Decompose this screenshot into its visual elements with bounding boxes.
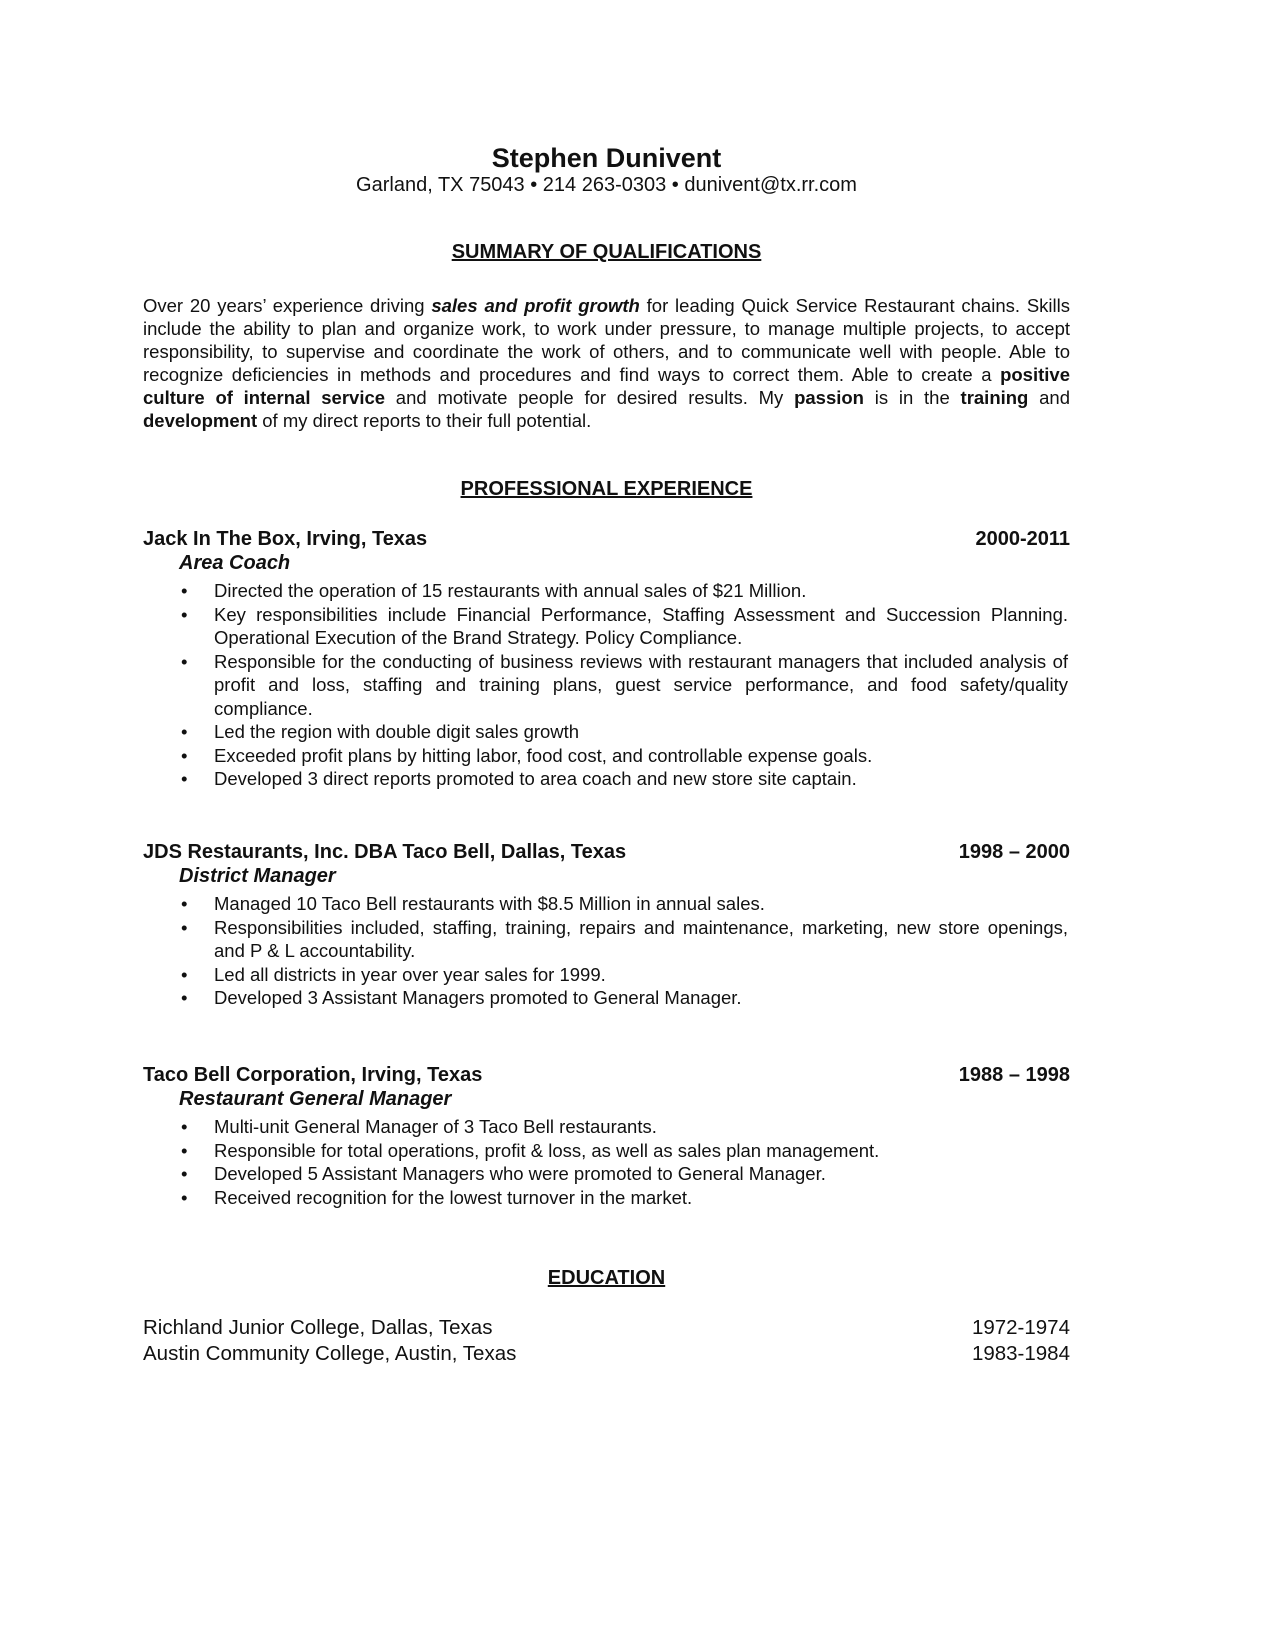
summary-text-segment: positive culture of internal service <box>143 364 1070 408</box>
job-dates: 1988 – 1998 <box>958 1064 1070 1086</box>
bullet-list <box>143 892 1070 1010</box>
education-heading: EDUCATION <box>547 1267 666 1289</box>
bullet-item: • Developed 5 Assistant Managers who were promoted to General Manager. <box>143 1162 1070 1186</box>
summary-paragraph <box>143 294 1070 432</box>
company: JDS Restaurants, Inc. DBA Taco Bell, Dallas, Texas <box>143 841 627 863</box>
education-dates: 1972-1974 <box>971 1316 1070 1339</box>
job-dates: 1998 – 2000 <box>958 841 1070 863</box>
bullet-item: • Responsible for total operations, profit & loss, as well as sales plan management. <box>143 1139 1070 1163</box>
job-title: Restaurant General Manager <box>179 1088 452 1110</box>
bullet-item: • Developed 3 Assistant Managers promoted to General Manager. <box>143 986 1070 1010</box>
bullet-item: • Responsibilities included, staffing, training, repairs and maintenance, marketing, new store openings, and P & L accountability. <box>143 916 1070 963</box>
summary-text-segment: and <box>1028 387 1071 408</box>
company: Taco Bell Corporation, Irving, Texas <box>143 1064 483 1086</box>
candidate-name: Stephen Dunivent <box>491 143 722 173</box>
contact-line: Garland, TX 75043 • 214 263-0303 • dunivent@tx.rr.com <box>356 174 857 196</box>
bullet-item: • Responsible for the conducting of business reviews with restaurant managers that included analysis of profit and loss, staffing and training plans, guest service performance, and food safety/quality compliance. <box>143 650 1070 721</box>
summary-text-segment: for leading Quick Service Restaurant chains. Skills include the ability to plan and organize work, to work under pressure, to manage multiple projects, to accept responsibility, to supervise and coordinate the work of others, and to communicate well with people. Able to recognize deficiencies in methods and procedures and find ways to correct them. Able to create a <box>143 295 1070 385</box>
bullet-list <box>143 1115 1070 1209</box>
job-entry <box>143 528 1070 791</box>
job-entry <box>143 1064 1070 1209</box>
job-title: Area Coach <box>179 552 291 574</box>
summary-text-segment: is in the <box>863 387 961 408</box>
bullet-item: • Managed 10 Taco Bell restaurants with $8.5 Million in annual sales. <box>143 892 1070 916</box>
job-dates: 2000-2011 <box>975 528 1070 550</box>
school: Richland Junior College, Dallas, Texas <box>143 1316 493 1339</box>
job-header <box>143 1064 1070 1087</box>
summary-text-segment: and motivate people for desired results. My <box>385 387 795 408</box>
summary-heading: SUMMARY OF QUALIFICATIONS <box>451 241 762 263</box>
job-title: District Manager <box>179 865 336 887</box>
job-header <box>143 528 1070 551</box>
summary-text-segment: Over 20 years’ experience driving <box>143 295 432 316</box>
education-row <box>143 1342 1070 1366</box>
bullet-item: • Led all districts in year over year sales for 1999. <box>143 963 1070 987</box>
education-dates: 1983-1984 <box>971 1342 1070 1365</box>
company: Jack In The Box, Irving, Texas <box>143 528 428 550</box>
summary-text-segment: sales and profit growth <box>431 295 640 316</box>
bullet-item: • Led the region with double digit sales growth <box>143 720 1070 744</box>
summary-text-segment: passion <box>794 387 864 408</box>
job-entry <box>143 841 1070 1010</box>
bullet-item: • Received recognition for the lowest turnover in the market. <box>143 1186 1070 1210</box>
summary-text-segment: of my direct reports to their full potential. <box>257 410 592 431</box>
summary-text-segment: training <box>960 387 1029 408</box>
bullet-item: • Exceeded profit plans by hitting labor, food cost, and controllable expense goals. <box>143 744 1070 768</box>
bullet-item: • Key responsibilities include Financial Performance, Staffing Assessment and Succession Planning. Operational Execution of the Brand Strategy. Policy Compliance. <box>143 603 1070 650</box>
job-header <box>143 841 1070 864</box>
bullet-list <box>143 579 1070 791</box>
experience-heading: PROFESSIONAL EXPERIENCE <box>460 478 753 500</box>
summary-text-segment: development <box>143 410 258 431</box>
bullet-item: • Multi-unit General Manager of 3 Taco Bell restaurants. <box>143 1115 1070 1139</box>
school: Austin Community College, Austin, Texas <box>143 1342 517 1365</box>
education-row <box>143 1316 1070 1340</box>
bullet-item: • Developed 3 direct reports promoted to area coach and new store site captain. <box>143 767 1070 791</box>
bullet-item: • Directed the operation of 15 restaurants with annual sales of $21 Million. <box>143 579 1070 603</box>
